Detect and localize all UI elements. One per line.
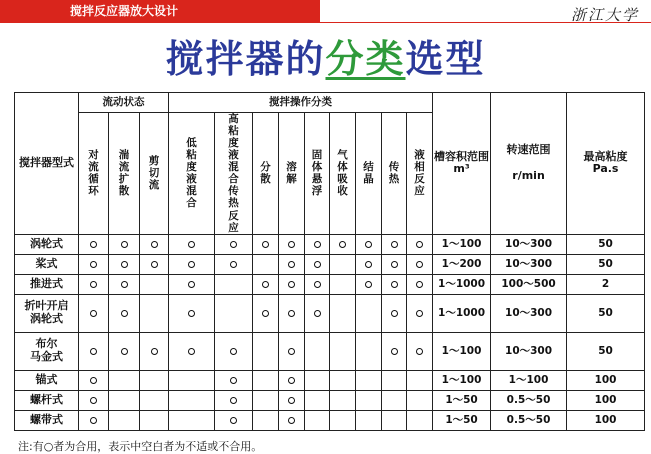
row-visc-cell	[567, 254, 645, 274]
row-speed-cell	[491, 410, 567, 430]
mark-cell	[407, 410, 433, 430]
mark-cell	[253, 390, 279, 410]
mark-cell	[305, 234, 330, 254]
suitable-mark-icon	[121, 261, 128, 268]
suitable-mark-icon	[90, 377, 97, 384]
suitable-mark-icon	[416, 348, 423, 355]
row-type-cell	[15, 234, 79, 254]
mark-cell	[140, 254, 169, 274]
row-visc-cell	[567, 390, 645, 410]
mark-cell	[109, 234, 140, 254]
table-row	[15, 274, 645, 294]
mark-cell	[407, 332, 433, 370]
mark-cell	[407, 370, 433, 390]
suitable-mark-icon	[188, 310, 195, 317]
mark-cell	[215, 332, 253, 370]
row-type-label: 折叶开启 涡轮式	[24, 299, 69, 326]
mark-cell	[169, 390, 215, 410]
mark-cell	[140, 410, 169, 430]
mark-cell	[215, 294, 253, 332]
row-visc-cell	[567, 274, 645, 294]
row-speed-value: 1～100	[508, 374, 549, 387]
mark-cell	[382, 254, 407, 274]
group-flow-label: 流动状态	[102, 96, 145, 109]
row-visc-value: 100	[594, 414, 617, 427]
mark-cell	[407, 274, 433, 294]
mark-cell	[79, 274, 109, 294]
suitable-mark-icon	[90, 241, 97, 248]
row-type-cell	[15, 274, 79, 294]
mark-cell	[140, 332, 169, 370]
sub-header-label: 湍 流 扩 散	[118, 149, 130, 198]
mark-cell	[253, 254, 279, 274]
mark-cell	[382, 234, 407, 254]
suitable-mark-icon	[188, 281, 195, 288]
table-row	[15, 254, 645, 274]
mark-cell	[109, 274, 140, 294]
mark-cell	[279, 254, 305, 274]
suitable-mark-icon	[230, 397, 237, 404]
mark-cell	[253, 234, 279, 254]
suitable-mark-icon	[188, 261, 195, 268]
mark-cell	[109, 332, 140, 370]
row-visc-value: 50	[598, 307, 613, 320]
agitator-selection-table	[14, 92, 645, 431]
table-row	[15, 234, 645, 254]
row-volume-value: 1～100	[441, 238, 482, 251]
row-volume-cell	[433, 410, 491, 430]
row-speed-cell	[491, 332, 567, 370]
row-volume-value: 1～50	[445, 414, 478, 427]
suitable-mark-icon	[314, 310, 321, 317]
row-volume-cell	[433, 234, 491, 254]
mark-cell	[253, 332, 279, 370]
viscosity-header	[567, 93, 645, 235]
table-row	[15, 390, 645, 410]
suitable-mark-icon	[416, 261, 423, 268]
title-part1: 搅拌器的	[165, 37, 326, 81]
row-type-cell	[15, 410, 79, 430]
row-speed-cell	[491, 370, 567, 390]
mark-cell	[79, 254, 109, 274]
suitable-mark-icon	[230, 261, 237, 268]
row-speed-value: 10～300	[505, 307, 553, 320]
row-speed-value: 100～500	[501, 278, 556, 291]
viscosity-header-label: 最高粘度	[583, 149, 628, 163]
mark-cell	[382, 370, 407, 390]
row-visc-value: 50	[598, 238, 613, 251]
mark-cell	[407, 254, 433, 274]
row-volume-value: 1～1000	[438, 278, 486, 291]
speed-unit-label: r/min	[512, 168, 545, 182]
sub-header-label: 剪 切 流	[148, 155, 160, 192]
mark-cell	[140, 234, 169, 254]
sub-header-label: 气 体 吸 收	[337, 149, 348, 198]
mark-cell	[382, 294, 407, 332]
sub-header-9	[356, 113, 382, 235]
viscosity-unit-label: Pa.s	[592, 162, 619, 176]
mark-cell	[330, 274, 356, 294]
suitable-mark-icon	[90, 417, 97, 424]
suitable-mark-icon	[90, 281, 97, 288]
sub-header-4	[215, 113, 253, 235]
row-type-cell	[15, 390, 79, 410]
mark-cell	[253, 274, 279, 294]
row-speed-cell	[491, 390, 567, 410]
university-logo: 浙江大学	[570, 6, 639, 24]
suitable-mark-icon	[416, 310, 423, 317]
suitable-mark-icon	[339, 241, 346, 248]
mark-cell	[215, 390, 253, 410]
suitable-mark-icon	[314, 281, 321, 288]
suitable-mark-icon	[288, 310, 295, 317]
sub-header-2	[140, 113, 169, 235]
mark-cell	[79, 370, 109, 390]
row-type-label: 螺杆式	[30, 392, 63, 406]
row-speed-cell	[491, 294, 567, 332]
mark-cell	[215, 370, 253, 390]
sub-header-label: 对 流 循 环	[88, 149, 99, 198]
suitable-mark-icon	[90, 261, 97, 268]
mark-cell	[140, 370, 169, 390]
row-speed-value: 10～300	[505, 345, 553, 358]
mark-cell	[79, 332, 109, 370]
mark-cell	[279, 274, 305, 294]
mark-cell	[407, 390, 433, 410]
suitable-mark-icon	[121, 241, 128, 248]
mark-cell	[382, 332, 407, 370]
mark-cell	[356, 332, 382, 370]
suitable-mark-icon	[288, 377, 295, 384]
suitable-mark-icon	[314, 241, 321, 248]
mark-cell	[356, 370, 382, 390]
row-volume-value: 1～200	[441, 258, 482, 271]
row-type-cell	[15, 294, 79, 332]
mark-cell	[305, 332, 330, 370]
suitable-mark-icon	[90, 397, 97, 404]
mark-cell	[382, 274, 407, 294]
row-visc-cell	[567, 294, 645, 332]
suitable-mark-icon	[288, 241, 295, 248]
suitable-mark-icon	[365, 261, 372, 268]
suitable-mark-icon	[151, 241, 158, 248]
mark-cell	[279, 234, 305, 254]
mark-cell	[279, 410, 305, 430]
table-row	[15, 294, 645, 332]
mark-cell	[169, 294, 215, 332]
row-volume-cell	[433, 390, 491, 410]
suitable-mark-icon	[288, 417, 295, 424]
mark-cell	[109, 254, 140, 274]
mark-cell	[356, 390, 382, 410]
suitable-mark-icon	[121, 310, 128, 317]
row-type-label: 布尔 马金式	[30, 337, 63, 364]
header-bar	[0, 0, 320, 22]
sub-header-label: 结 晶	[363, 161, 374, 186]
mark-cell	[356, 254, 382, 274]
row-volume-cell	[433, 332, 491, 370]
row-visc-cell	[567, 410, 645, 430]
mark-cell	[330, 234, 356, 254]
suitable-mark-icon	[121, 281, 128, 288]
sub-header-label: 传 热	[388, 161, 400, 186]
row-speed-value: 10～300	[505, 238, 553, 251]
mark-cell	[215, 234, 253, 254]
row-visc-cell	[567, 332, 645, 370]
mark-cell	[109, 370, 140, 390]
mark-cell	[253, 294, 279, 332]
suitable-mark-icon	[288, 281, 295, 288]
mark-cell	[79, 410, 109, 430]
mark-cell	[330, 370, 356, 390]
mark-cell	[330, 254, 356, 274]
group-ops-header	[169, 93, 433, 113]
sub-header-label: 固 体 悬 浮	[311, 149, 323, 198]
suitable-mark-icon	[188, 348, 195, 355]
type-header	[15, 93, 79, 235]
mark-cell	[356, 234, 382, 254]
group-ops-label: 搅拌操作分类	[269, 96, 333, 109]
row-type-label: 锚式	[35, 372, 58, 386]
suitable-mark-icon	[121, 348, 128, 355]
sub-header-10	[382, 113, 407, 235]
suitable-mark-icon	[391, 281, 398, 288]
row-visc-cell	[567, 234, 645, 254]
mark-cell	[79, 234, 109, 254]
suitable-mark-icon	[262, 281, 269, 288]
row-speed-value: 0.5～50	[506, 394, 551, 407]
mark-cell	[279, 332, 305, 370]
page-title	[0, 28, 651, 83]
suitable-mark-icon	[230, 348, 237, 355]
footnote: 注:有○者为合用，表示中空白者为不适或不合用。	[18, 440, 263, 453]
mark-cell	[140, 390, 169, 410]
suitable-mark-icon	[151, 261, 158, 268]
mark-cell	[109, 410, 140, 430]
suitable-mark-icon	[262, 241, 269, 248]
row-volume-cell	[433, 294, 491, 332]
suitable-mark-icon	[365, 241, 372, 248]
speed-header-label: 转速范围	[506, 143, 551, 157]
suitable-mark-icon	[365, 281, 372, 288]
suitable-mark-icon	[90, 348, 97, 355]
suitable-mark-icon	[288, 261, 295, 268]
mark-cell	[169, 332, 215, 370]
mark-cell	[305, 370, 330, 390]
row-speed-cell	[491, 274, 567, 294]
type-header-label: 搅拌器型式	[19, 155, 74, 169]
suitable-mark-icon	[416, 281, 423, 288]
row-speed-cell	[491, 254, 567, 274]
sub-header-6	[279, 113, 305, 235]
mark-cell	[79, 294, 109, 332]
row-type-cell	[15, 370, 79, 390]
sub-header-label: 低 粘 度 液 混 合	[186, 137, 197, 210]
mark-cell	[109, 390, 140, 410]
mark-cell	[215, 410, 253, 430]
mark-cell	[169, 234, 215, 254]
mark-cell	[356, 274, 382, 294]
mark-cell	[169, 370, 215, 390]
mark-cell	[356, 294, 382, 332]
row-visc-cell	[567, 370, 645, 390]
header-divider	[0, 22, 651, 23]
title-accent: 分类	[325, 37, 406, 81]
sub-header-1	[109, 113, 140, 235]
mark-cell	[279, 370, 305, 390]
mark-cell	[330, 332, 356, 370]
row-visc-value: 100	[594, 394, 617, 407]
suitable-mark-icon	[151, 348, 158, 355]
mark-cell	[382, 410, 407, 430]
row-speed-cell	[491, 234, 567, 254]
sub-header-8	[330, 113, 356, 235]
mark-cell	[253, 410, 279, 430]
sub-header-0	[79, 113, 109, 235]
mark-cell	[356, 410, 382, 430]
row-volume-value: 1～100	[441, 374, 482, 387]
title-part2: 选型	[405, 37, 486, 81]
mark-cell	[215, 274, 253, 294]
row-type-label: 推进式	[30, 276, 63, 290]
mark-cell	[279, 294, 305, 332]
speed-header	[491, 93, 567, 235]
mark-cell	[109, 294, 140, 332]
sub-header-label: 高 粘 度 液 混 合 传 热 反 应	[228, 113, 239, 234]
mark-cell	[330, 390, 356, 410]
suitable-mark-icon	[90, 310, 97, 317]
suitable-mark-icon	[230, 417, 237, 424]
row-type-label: 螺带式	[30, 412, 63, 426]
row-type-label: 涡轮式	[30, 236, 63, 250]
suitable-mark-icon	[288, 348, 295, 355]
suitable-mark-icon	[230, 241, 237, 248]
row-type-label: 桨式	[35, 256, 58, 270]
row-volume-cell	[433, 254, 491, 274]
sub-header-label: 分 散	[260, 161, 271, 186]
mark-cell	[305, 254, 330, 274]
row-volume-value: 1～1000	[438, 307, 486, 320]
suitable-mark-icon	[262, 310, 269, 317]
header-bar-title: 搅拌反应器放大设计	[70, 4, 179, 18]
suitable-mark-icon	[391, 348, 398, 355]
row-speed-value: 10～300	[505, 258, 553, 271]
mark-cell	[305, 274, 330, 294]
mark-cell	[305, 294, 330, 332]
sub-header-5	[253, 113, 279, 235]
row-volume-value: 1～100	[441, 345, 482, 358]
suitable-mark-icon	[230, 377, 237, 384]
row-type-cell	[15, 332, 79, 370]
table-row	[15, 410, 645, 430]
row-visc-value: 2	[601, 278, 610, 291]
sub-header-label: 溶 解	[286, 161, 297, 186]
mark-cell	[169, 254, 215, 274]
row-type-cell	[15, 254, 79, 274]
volume-header-label: 槽容积范围	[434, 149, 490, 163]
mark-cell	[169, 410, 215, 430]
mark-cell	[169, 274, 215, 294]
row-volume-cell	[433, 370, 491, 390]
group-flow-header	[79, 93, 169, 113]
suitable-mark-icon	[188, 241, 195, 248]
mark-cell	[140, 274, 169, 294]
mark-cell	[279, 390, 305, 410]
volume-header	[433, 93, 491, 235]
suitable-mark-icon	[391, 310, 398, 317]
suitable-mark-icon	[391, 241, 398, 248]
table-row	[15, 370, 645, 390]
row-volume-value: 1～50	[445, 394, 478, 407]
table-row	[15, 332, 645, 370]
row-visc-value: 50	[598, 258, 613, 271]
sub-header-7	[305, 113, 330, 235]
mark-cell	[215, 254, 253, 274]
sub-header-3	[169, 113, 215, 235]
mark-cell	[305, 390, 330, 410]
row-volume-cell	[433, 274, 491, 294]
mark-cell	[79, 390, 109, 410]
mark-cell	[382, 390, 407, 410]
sub-header-label: 液 相 反 应	[414, 149, 425, 198]
mark-cell	[330, 410, 356, 430]
sub-header-11	[407, 113, 433, 235]
suitable-mark-icon	[314, 261, 321, 268]
suitable-mark-icon	[288, 397, 295, 404]
mark-cell	[305, 410, 330, 430]
row-speed-value: 0.5～50	[506, 414, 551, 427]
mark-cell	[253, 370, 279, 390]
mark-cell	[407, 294, 433, 332]
row-visc-value: 100	[594, 374, 617, 387]
suitable-mark-icon	[391, 261, 398, 268]
volume-unit-label: m³	[453, 162, 470, 176]
row-visc-value: 50	[598, 345, 613, 358]
mark-cell	[330, 294, 356, 332]
suitable-mark-icon	[416, 241, 423, 248]
mark-cell	[407, 234, 433, 254]
mark-cell	[140, 294, 169, 332]
